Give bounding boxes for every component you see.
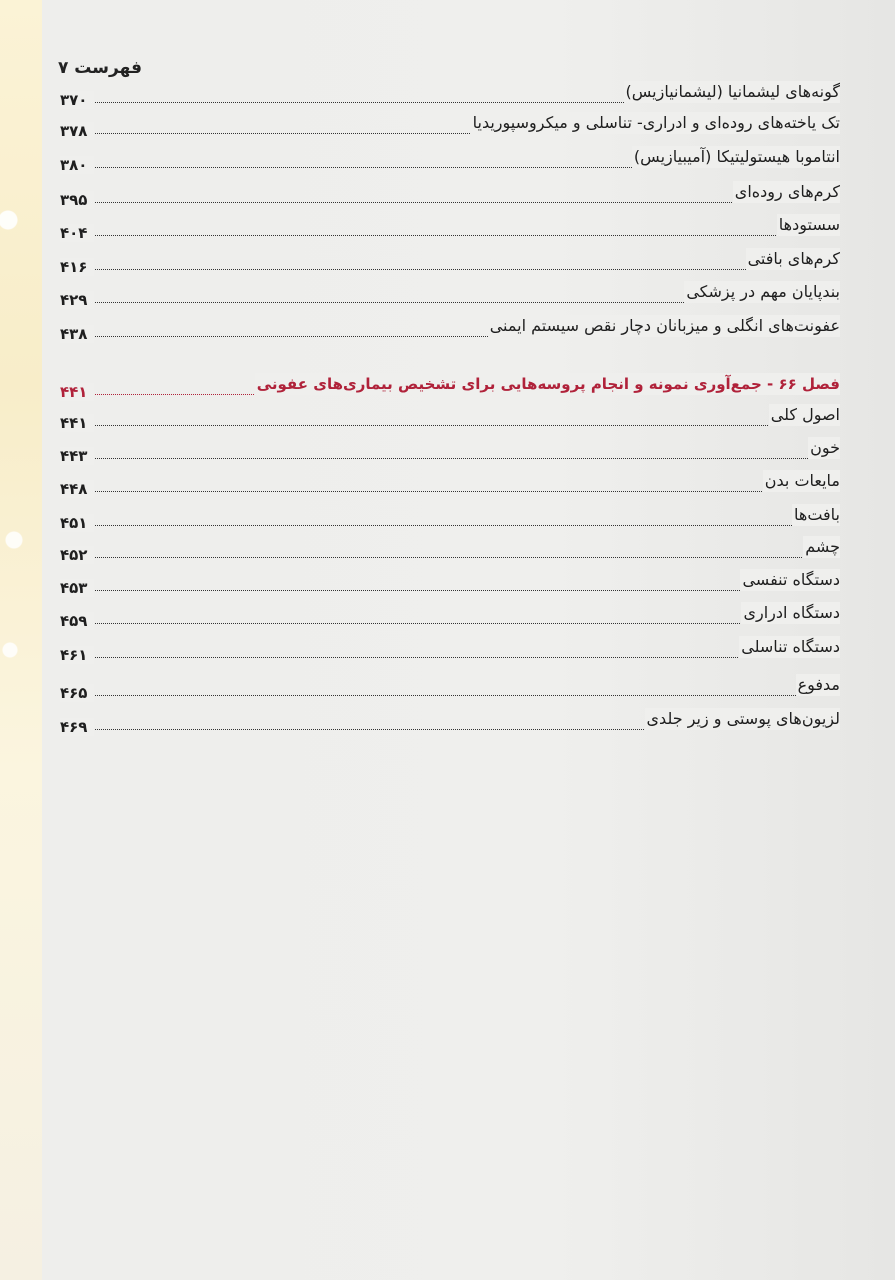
toc-entry-title: اصول کلی [770, 405, 840, 424]
toc-entry-page: ۴۲۹ [60, 291, 94, 309]
toc-entry [60, 404, 840, 434]
dotted-leader [92, 458, 840, 459]
toc-entry-page: ۴۵۱ [60, 514, 94, 532]
dotted-leader [92, 557, 840, 558]
dotted-leader [92, 657, 840, 658]
dotted-leader [92, 269, 840, 270]
page-header: فهرست ۷ [58, 58, 142, 78]
dotted-leader [92, 491, 840, 492]
toc-entry [60, 470, 840, 500]
dotted-leader [92, 202, 840, 203]
toc-entry [60, 214, 840, 244]
toc-entry-title: کرم‌های روده‌ای [734, 182, 840, 201]
toc-entry-page: ۴۴۳ [60, 447, 94, 465]
decorative-left-margin [0, 0, 42, 1280]
toc-entry [60, 146, 840, 176]
toc-entry-title: بافت‌ها [794, 505, 840, 524]
toc-entry-title: لزیون‌های پوستی و زیر جلدی [646, 709, 840, 728]
toc-entry-page: ۴۵۹ [60, 612, 94, 630]
dotted-leader [92, 623, 840, 624]
toc-entry-title: دستگاه تنفسی [742, 570, 840, 589]
toc-entry [60, 281, 840, 311]
toc-entry-page: ۴۰۴ [60, 224, 94, 242]
toc-entry-page: ۴۶۵ [60, 684, 94, 702]
toc-entry [60, 536, 840, 566]
toc-entry-page: ۴۶۱ [60, 646, 94, 664]
chapter-page: ۴۴۱ [60, 383, 94, 401]
toc-entry-title: دستگاه تناسلی [741, 637, 840, 656]
dotted-leader [92, 525, 840, 526]
dotted-leader [92, 235, 840, 236]
toc-entry [60, 504, 840, 534]
toc-entry-page: ۴۵۳ [60, 579, 94, 597]
toc-entry [60, 636, 840, 666]
toc-entry-page: ۳۸۰ [60, 156, 94, 174]
toc-entry [60, 81, 840, 111]
toc-entry [60, 674, 840, 704]
toc-entry [60, 248, 840, 278]
toc-entry-title: دستگاه ادراری [743, 603, 840, 622]
toc-entry-page: ۳۷۰ [60, 91, 94, 109]
dotted-leader [92, 425, 840, 426]
toc-entry [60, 112, 840, 142]
toc-entry-title: کرم‌های بافتی [747, 249, 840, 268]
toc-entry-page: ۳۹۵ [60, 191, 94, 209]
toc-entry-title: گونه‌های لیشمانیا (لیشمانیازیس) [625, 82, 840, 101]
toc-entry-page: ۴۱۶ [60, 258, 94, 276]
toc-entry-title: عفونت‌های انگلی و میزبانان دچار نقص سیستم ایمنی [489, 316, 840, 335]
toc-entry-title: مایعات بدن [764, 471, 840, 490]
toc-entry-page: ۴۶۹ [60, 718, 94, 736]
toc-entry [60, 569, 840, 599]
toc-entry-page: ۴۳۸ [60, 325, 94, 343]
toc-entry-page: ۴۵۲ [60, 546, 94, 564]
toc-entry-title: تک یاخته‌های روده‌ای و ادراری- تناسلی و میکروسپوریدیا [472, 113, 840, 132]
toc-entry [60, 181, 840, 211]
chapter-title: فصل ۶۶ - جمع‌آوری نمونه و انجام پروسه‌هایی برای تشخیص بیماری‌های عفونی [256, 375, 840, 393]
toc-entry [60, 708, 840, 738]
toc-entry-title: خون [810, 438, 840, 457]
toc-entry-title: مدفوع [797, 675, 840, 694]
toc-entry [60, 602, 840, 632]
toc-entry [60, 437, 840, 467]
toc-entry-page: ۴۴۱ [60, 414, 94, 432]
dotted-leader [92, 590, 840, 591]
toc-entry-page: ۴۴۸ [60, 480, 94, 498]
toc-entry-page: ۳۷۸ [60, 122, 94, 140]
toc-entry-title: بندپایان مهم در پزشکی [686, 282, 840, 301]
toc-entry-title: انتاموبا هیستولیتیکا (آمیبیازیس) [633, 147, 840, 166]
toc-entry [60, 315, 840, 345]
toc-entry-title: چشم [805, 537, 840, 556]
chapter-heading [60, 373, 840, 403]
dotted-leader [92, 695, 840, 696]
toc-entry-title: سستودها [778, 215, 840, 234]
table-of-contents [60, 0, 850, 1280]
